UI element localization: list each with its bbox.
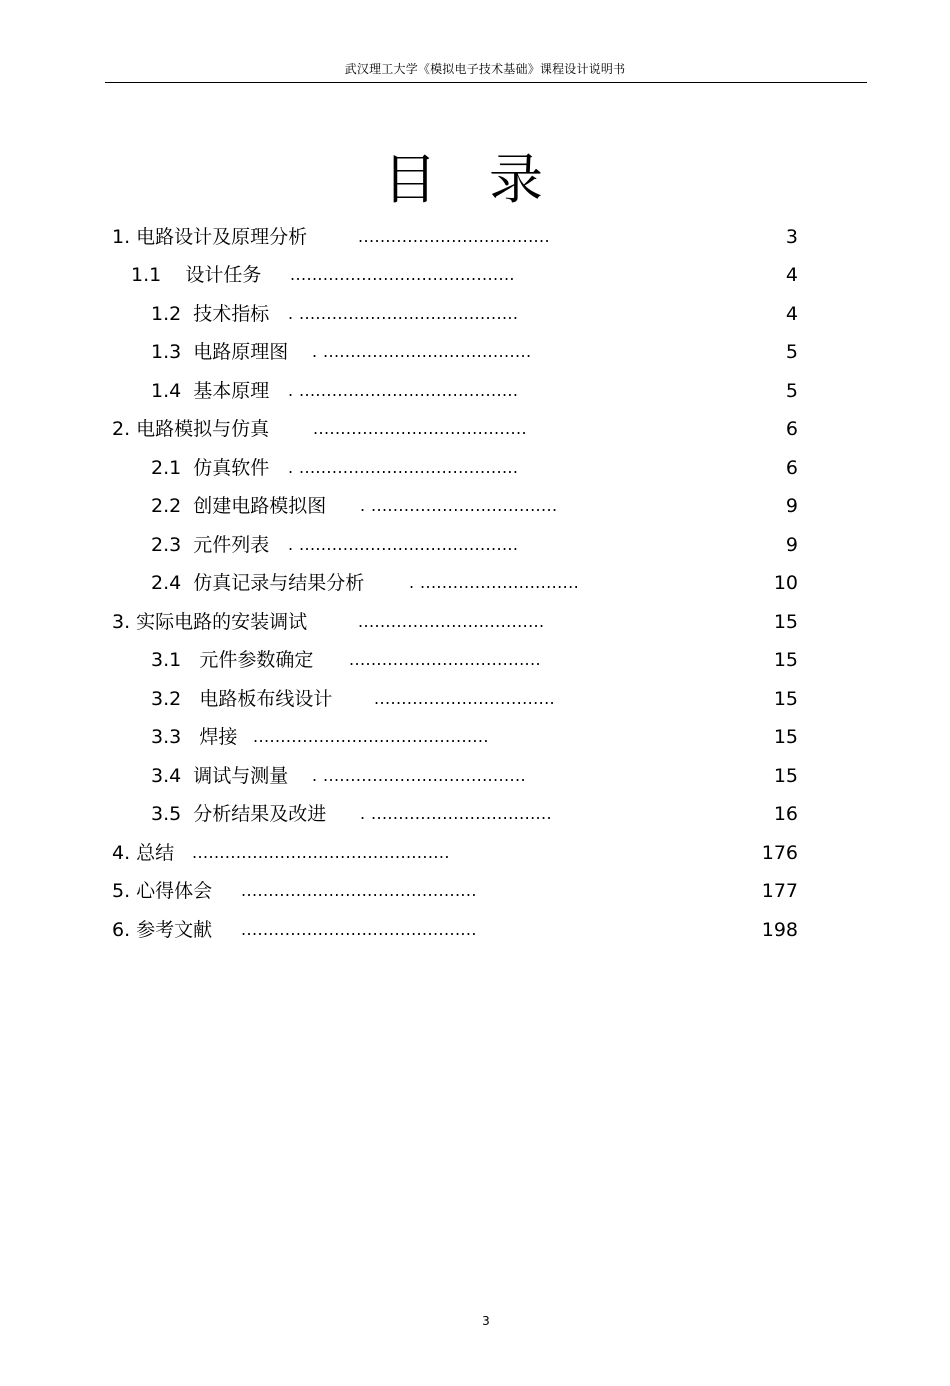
toc-entry-leader: ................................... <box>358 227 551 246</box>
toc-entry-leader: . ........................................ <box>288 304 519 323</box>
toc-entry-label: 1.3 电路原理图 <box>151 341 289 363</box>
toc-entry-label: 3.3 焊接 <box>151 726 238 748</box>
toc-entry-leader: ........................................... <box>241 881 477 900</box>
toc-entry-page: 3 <box>785 226 798 248</box>
toc-entry[interactable] <box>0 410 950 448</box>
toc-entry-label: 2. 电路模拟与仿真 <box>112 418 270 440</box>
toc-entry[interactable] <box>0 757 950 795</box>
toc-entry-page: 198 <box>761 919 798 941</box>
toc-title: 目录 <box>383 148 595 211</box>
toc-entry-page: 15 <box>773 611 798 633</box>
toc-entry-leader: .................................. <box>358 612 545 631</box>
toc-entry-leader: ................................. <box>374 689 556 708</box>
toc-entry-label: 2.3 元件列表 <box>151 534 270 556</box>
toc-entry-label: 3.2 电路板布线设计 <box>151 688 333 710</box>
toc-entry-label: 1.4 基本原理 <box>151 380 270 402</box>
toc-entry-page: 5 <box>785 341 798 363</box>
toc-entry-page: 9 <box>785 495 798 517</box>
toc-entry[interactable] <box>0 603 950 641</box>
header-rule <box>105 82 867 83</box>
toc-entry[interactable] <box>0 218 950 256</box>
toc-entry[interactable] <box>0 295 950 333</box>
toc-entry-page: 15 <box>773 688 798 710</box>
toc-entry-label: 1.1 设计任务 <box>131 264 262 286</box>
toc-entry-leader: . ............................. <box>409 573 580 592</box>
toc-entry-label: 4. 总结 <box>112 842 175 864</box>
toc-entry-page: 10 <box>773 572 798 594</box>
running-header: 武汉理工大学《模拟电子技术基础》课程设计说明书 <box>344 62 626 76</box>
toc-entry-label: 5. 心得体会 <box>112 880 213 902</box>
toc-entry-label: 1. 电路设计及原理分析 <box>112 226 308 248</box>
toc-entry-leader: . ........................................ <box>288 381 519 400</box>
toc-entry-leader: ......................................... <box>290 265 515 284</box>
toc-entry-page: 176 <box>761 842 798 864</box>
toc-entry[interactable] <box>0 333 950 371</box>
toc-entry-leader: ................................... <box>349 650 542 669</box>
toc-entry-page: 15 <box>773 726 798 748</box>
toc-entry[interactable] <box>0 372 950 410</box>
toc-entry-page: 4 <box>785 303 798 325</box>
toc-entry-leader: ....................................... <box>313 419 527 438</box>
toc-entry-label: 3. 实际电路的安装调试 <box>112 611 308 633</box>
toc-entry-leader: . .................................. <box>360 496 558 515</box>
toc-entry-leader: . ..................................... <box>312 766 526 785</box>
toc-entry-leader: . ........................................ <box>288 458 519 477</box>
toc-entry[interactable] <box>0 872 950 910</box>
toc-entry[interactable] <box>0 795 950 833</box>
toc-entry[interactable] <box>0 526 950 564</box>
toc-entry-page: 9 <box>785 534 798 556</box>
toc-entry[interactable] <box>0 834 950 872</box>
page-number: 3 <box>482 1314 490 1328</box>
toc-entry-label: 2.2 创建电路模拟图 <box>151 495 327 517</box>
toc-entry[interactable] <box>0 641 950 679</box>
toc-entry[interactable] <box>0 449 950 487</box>
toc-entry-leader: ........................................... <box>241 920 477 939</box>
toc-entry-page: 15 <box>773 765 798 787</box>
toc-entry-label: 6. 参考文献 <box>112 919 213 941</box>
toc-entry-page: 6 <box>785 418 798 440</box>
toc-entry-page: 15 <box>773 649 798 671</box>
toc-entry[interactable] <box>0 256 950 294</box>
toc-entry-label: 3.5 分析结果及改进 <box>151 803 327 825</box>
toc-entry-leader: ........................................... <box>253 727 489 746</box>
toc-entry-label: 2.1 仿真软件 <box>151 457 270 479</box>
toc-entry-page: 16 <box>773 803 798 825</box>
toc-entry-page: 177 <box>761 880 798 902</box>
toc-entry[interactable] <box>0 680 950 718</box>
toc-entry-leader: . ...................................... <box>312 342 532 361</box>
toc-entry[interactable] <box>0 911 950 949</box>
toc-entry-page: 4 <box>785 264 798 286</box>
toc-entry-page: 5 <box>785 380 798 402</box>
toc-entry-page: 6 <box>785 457 798 479</box>
toc-entry[interactable] <box>0 718 950 756</box>
toc-entry-leader: ............................................... <box>192 843 450 862</box>
toc-entry[interactable] <box>0 564 950 602</box>
toc-entry-leader: . ................................. <box>360 804 553 823</box>
toc-entry-label: 3.4 调试与测量 <box>151 765 289 787</box>
toc-entry-leader: . ........................................ <box>288 535 519 554</box>
toc-entry-label: 1.2 技术指标 <box>151 303 270 325</box>
toc-entry-label: 2.4 仿真记录与结果分析 <box>151 572 365 594</box>
toc-entry-label: 3.1 元件参数确定 <box>151 649 314 671</box>
toc-entry[interactable] <box>0 487 950 525</box>
